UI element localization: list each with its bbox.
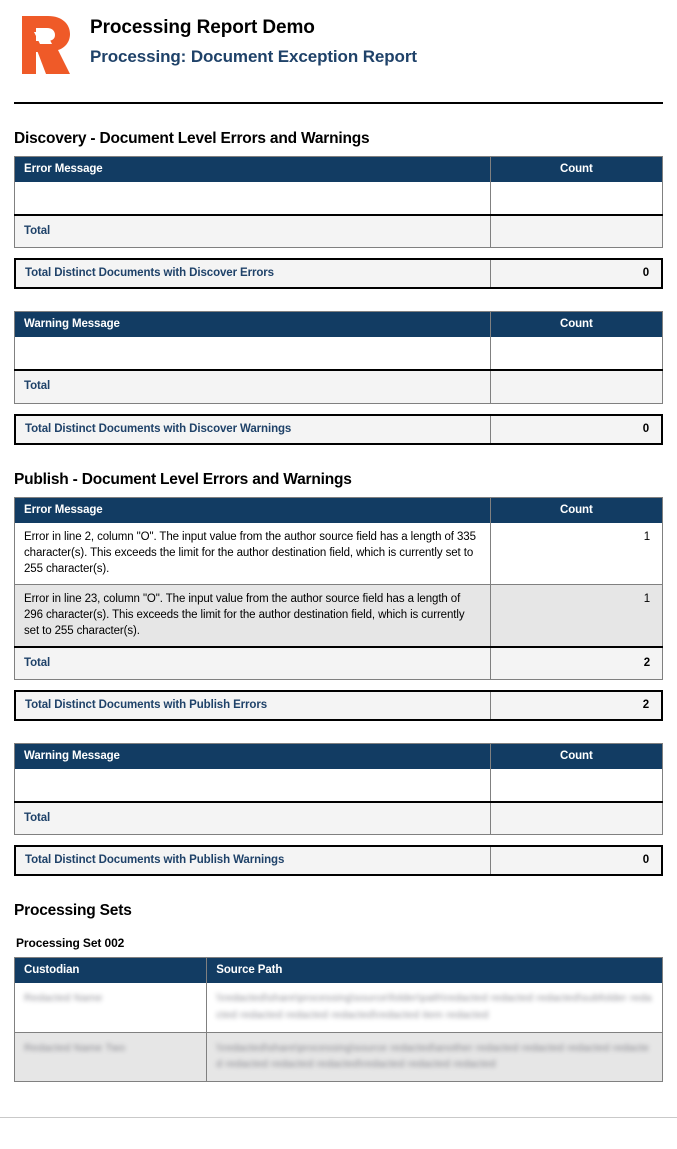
- column-header-source-path: Source Path: [207, 958, 663, 984]
- table-total-row: [15, 802, 663, 835]
- column-header-warning-message: Warning Message: [15, 743, 491, 769]
- summary-row: [15, 846, 662, 875]
- warning-message-cell: [15, 769, 491, 802]
- table-header-row: [15, 743, 663, 769]
- table-row: [15, 182, 663, 215]
- redacted-custodian-value: Redacted Name Two: [24, 1041, 126, 1054]
- summary-label: Total Distinct Documents with Publish Warnings: [15, 846, 490, 875]
- custodian-cell: [15, 983, 207, 1032]
- source-path-cell: [207, 1032, 663, 1082]
- relativity-r-logo-icon: [18, 14, 74, 76]
- publish-warnings-table: [14, 743, 663, 835]
- total-count: [490, 802, 662, 835]
- discovery-errors-summary: [14, 258, 663, 289]
- summary-value: 0: [642, 267, 649, 280]
- column-header-count: Count: [490, 743, 662, 769]
- count-cell: [490, 769, 662, 802]
- processing-sets-table: [14, 957, 663, 1082]
- table-row: [15, 769, 663, 802]
- table-row: [15, 983, 663, 1032]
- discovery-warnings-table: [14, 311, 663, 403]
- section-heading-publish: Publish - Document Level Errors and Warnings: [14, 470, 352, 488]
- publish-errors-summary: [14, 690, 663, 721]
- error-message-cell: Error in line 23, column "O". The input value from the author source field has a length of 296 character(s). This exceeds the limit for the author destination field, which is currently set to 255 character(s).: [15, 584, 491, 646]
- table-header-row: [15, 497, 663, 523]
- column-header-custodian: Custodian: [15, 958, 207, 984]
- summary-row: [15, 691, 662, 720]
- redacted-source-path-value: \\redacted\share\processing\source redacted\another redacted redacted redacted redacted redacted redacted redacted\redacted redacted redacted: [216, 1041, 650, 1071]
- redacted-custodian-value: Redacted Name: [24, 992, 103, 1005]
- report-header: [0, 0, 677, 76]
- source-path-cell: [207, 983, 663, 1032]
- total-count: [490, 215, 662, 248]
- custodian-cell: [15, 1032, 207, 1082]
- page-title: Processing Report Demo: [90, 17, 315, 38]
- summary-label: Total Distinct Documents with Discover Warnings: [15, 415, 490, 444]
- table-total-row: [15, 215, 663, 248]
- column-header-error-message: Error Message: [15, 497, 491, 523]
- error-message-cell: [15, 182, 491, 215]
- error-message-cell: Error in line 2, column "O". The input value from the author source field has a length of 335 character(s). This exceeds the limit for the author destination field, which is currently set to 255 character(s).: [15, 523, 491, 584]
- summary-row: [15, 415, 662, 444]
- summary-value: 0: [642, 854, 649, 867]
- table-header-row: [15, 958, 663, 984]
- publish-errors-table: [14, 497, 663, 680]
- column-header-error-message: Error Message: [15, 157, 491, 183]
- table-header-row: [15, 312, 663, 338]
- count-cell: 1: [490, 584, 662, 646]
- count-cell: [490, 337, 662, 370]
- table-total-row: [15, 647, 663, 680]
- column-header-count: Count: [490, 157, 662, 183]
- processing-set-label: Processing Set 002: [16, 936, 125, 951]
- page-subtitle: Processing: Document Exception Report: [90, 46, 417, 66]
- count-cell: [490, 182, 662, 215]
- table-row: [15, 337, 663, 370]
- column-header-count: Count: [490, 497, 662, 523]
- summary-label: Total Distinct Documents with Publish Errors: [15, 691, 490, 720]
- total-count: [490, 370, 662, 403]
- summary-row: [15, 259, 662, 288]
- table-row: [15, 1032, 663, 1082]
- count-cell: 1: [490, 523, 662, 584]
- total-label: Total: [15, 215, 491, 248]
- summary-value: 2: [642, 698, 649, 711]
- total-count: 2: [490, 647, 662, 680]
- column-header-count: Count: [490, 312, 662, 338]
- section-heading-processing-sets: Processing Sets: [14, 902, 132, 920]
- header-text-block: [90, 12, 417, 68]
- discovery-errors-table: [14, 156, 663, 248]
- summary-label: Total Distinct Documents with Discover Errors: [15, 259, 490, 288]
- publish-warnings-summary: [14, 845, 663, 876]
- table-row: [15, 584, 663, 646]
- summary-value: 0: [642, 422, 649, 435]
- header-divider: [14, 102, 663, 104]
- table-row: [15, 523, 663, 584]
- total-label: Total: [15, 647, 491, 680]
- table-header-row: [15, 157, 663, 183]
- redacted-source-path-value: \\redacted\share\processing\source\folder\path\redacted redacted redacted\subfolder redacted redacted redacted redacted\redacted item redacted: [216, 992, 652, 1021]
- column-header-warning-message: Warning Message: [15, 312, 491, 338]
- table-total-row: [15, 370, 663, 403]
- discovery-warnings-summary: [14, 414, 663, 445]
- total-label: Total: [15, 802, 491, 835]
- total-label: Total: [15, 370, 491, 403]
- section-heading-discovery: Discovery - Document Level Errors and Warnings: [14, 130, 370, 147]
- warning-message-cell: [15, 337, 491, 370]
- footer-divider: [0, 1117, 677, 1118]
